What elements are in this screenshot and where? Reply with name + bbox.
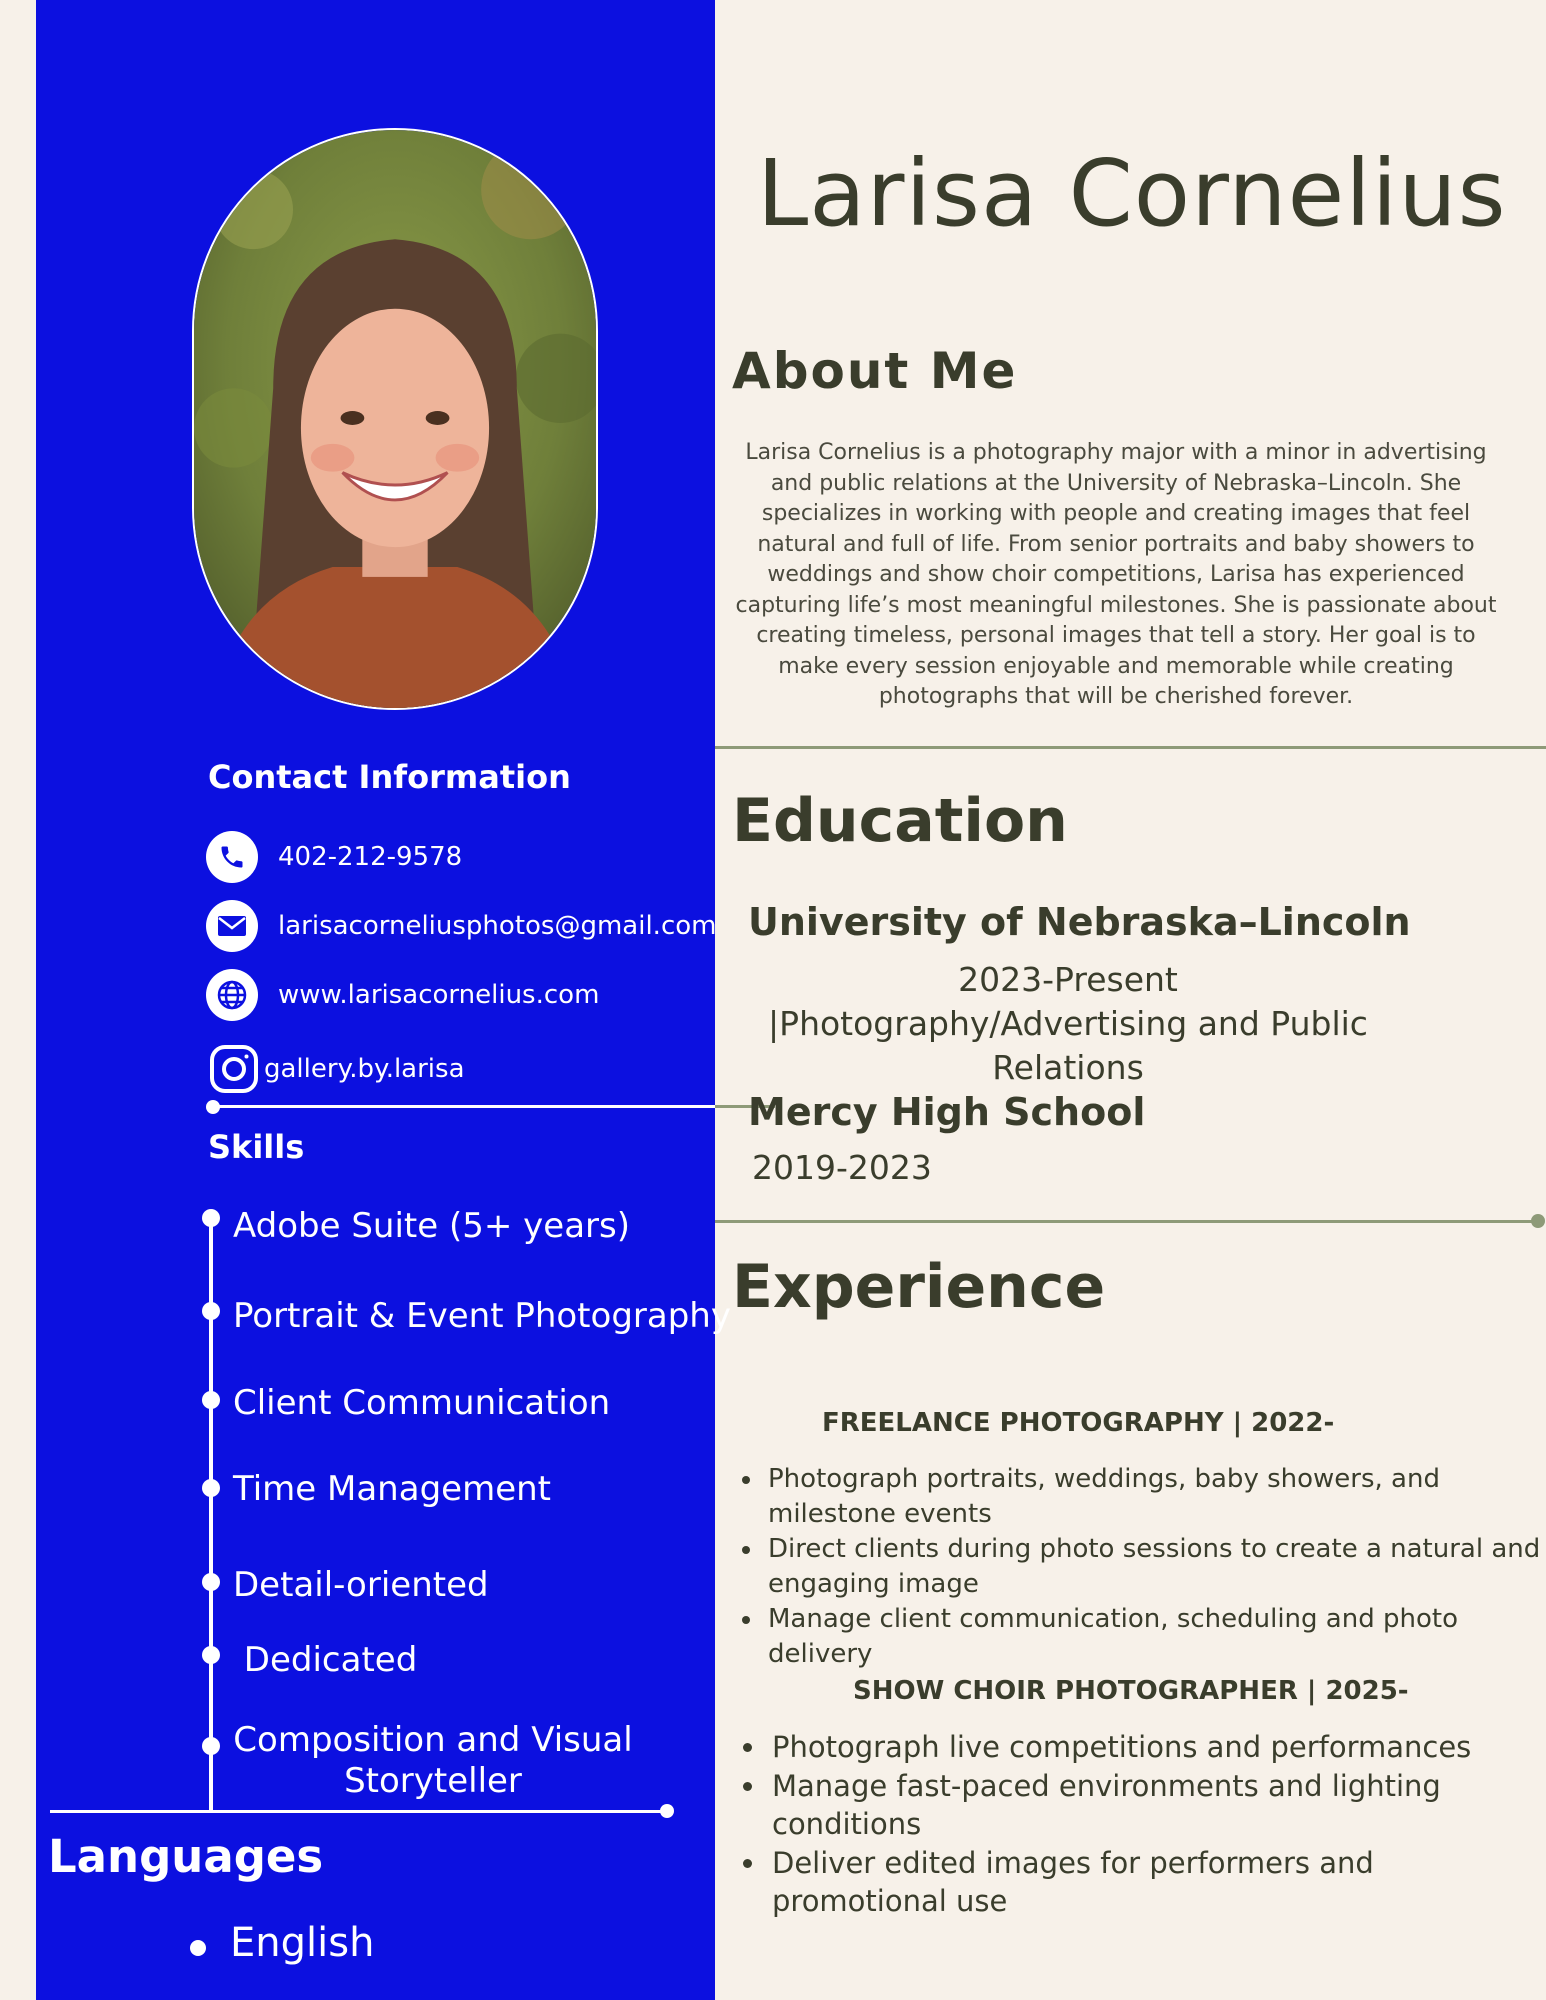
experience-title: Experience <box>732 1252 1106 1322</box>
contact-website-row[interactable] <box>206 969 599 1021</box>
globe-icon <box>206 969 258 1021</box>
phone-number: 402-212-9578 <box>278 842 463 872</box>
contact-email-row[interactable] <box>206 900 716 952</box>
skills-title: Skills <box>208 1128 305 1166</box>
skill-dot <box>202 1479 220 1497</box>
skill-dot <box>202 1302 220 1320</box>
profile-photo <box>192 128 598 710</box>
skill-item: Composition and Visual Storyteller <box>233 1720 633 1801</box>
job-bullets <box>738 1728 1546 1921</box>
education-divider-dot <box>1531 1214 1545 1228</box>
instagram-icon <box>208 1043 260 1095</box>
job-title: SHOW CHOIR PHOTOGRAPHER | 2025- <box>853 1676 1409 1706</box>
languages-title: Languages <box>48 1830 324 1883</box>
phone-icon <box>206 831 258 883</box>
skill-item: Client Communication <box>233 1383 611 1423</box>
skill-dot <box>202 1737 220 1755</box>
email-address: larisacorneliusphotos@gmail.com <box>278 911 717 941</box>
school-detail: 2019-2023 <box>752 1148 932 1187</box>
job-bullet: • Photograph portraits, weddings, baby showers, and milestone events <box>764 1462 1546 1532</box>
school-name: University of Nebraska–Lincoln <box>748 900 1411 944</box>
skill-dot <box>202 1391 220 1409</box>
email-icon <box>206 900 258 952</box>
contact-title: Contact Information <box>208 758 571 796</box>
contact-instagram-row[interactable] <box>208 1043 465 1095</box>
about-divider <box>715 746 1546 749</box>
language-item: English <box>230 1920 375 1966</box>
skill-dot <box>202 1646 220 1664</box>
job-bullets <box>734 1462 1546 1672</box>
job-bullet: • Photograph live competitions and performances <box>768 1728 1546 1767</box>
resume-name: Larisa Cornelius <box>757 140 1507 247</box>
about-title: About Me <box>732 342 1018 400</box>
contact-divider <box>208 1105 715 1108</box>
school-name: Mercy High School <box>748 1090 1146 1134</box>
job-title: FREELANCE PHOTOGRAPHY | 2022- <box>822 1408 1335 1438</box>
job-bullet: • Manage client communication, scheduling and photo delivery <box>764 1602 1546 1672</box>
about-text: Larisa Cornelius is a photography major with a minor in advertising and public relations at the University of Nebraska–Lincoln. She specializes in working with people and creating images that feel natural and full of life. From senior portraits and baby showers to weddings and show choir competitions, Larisa has experienced capturing life’s most meaningful milestones. She is passionate about creating timeless, personal images that tell a story. Her goal is to make every session enjoyable and memorable while creating photographs that will be cherished forever. <box>735 440 1497 709</box>
languages-divider <box>50 1810 667 1813</box>
job-bullet: • Manage fast-paced environments and lighting conditions <box>768 1767 1546 1844</box>
skill-item: Time Management <box>233 1469 551 1509</box>
skill-item: Adobe Suite (5+ years) <box>233 1206 631 1246</box>
website-url: www.larisacornelius.com <box>278 980 600 1010</box>
education-divider <box>715 1220 1537 1223</box>
skill-dot <box>202 1573 220 1591</box>
skill-item: Dedicated <box>233 1640 418 1680</box>
job-bullet: • Deliver edited images for performers and promotional use <box>768 1844 1546 1921</box>
school-detail: 2023-Present |Photography/Advertising and Public Relations <box>768 960 1368 1087</box>
instagram-handle: gallery.by.larisa <box>264 1054 465 1084</box>
languages-divider-dot <box>660 1804 674 1818</box>
contact-divider-dot <box>206 1100 220 1114</box>
skill-item: Portrait & Event Photography <box>233 1296 731 1336</box>
job-bullet: • Direct clients during photo sessions to create a natural and engaging image <box>764 1532 1546 1602</box>
skill-item: Detail-oriented <box>233 1565 489 1605</box>
language-bullet <box>190 1940 206 1956</box>
contact-phone-row[interactable] <box>206 831 462 883</box>
education-title: Education <box>732 786 1068 856</box>
skill-dot <box>202 1209 220 1227</box>
